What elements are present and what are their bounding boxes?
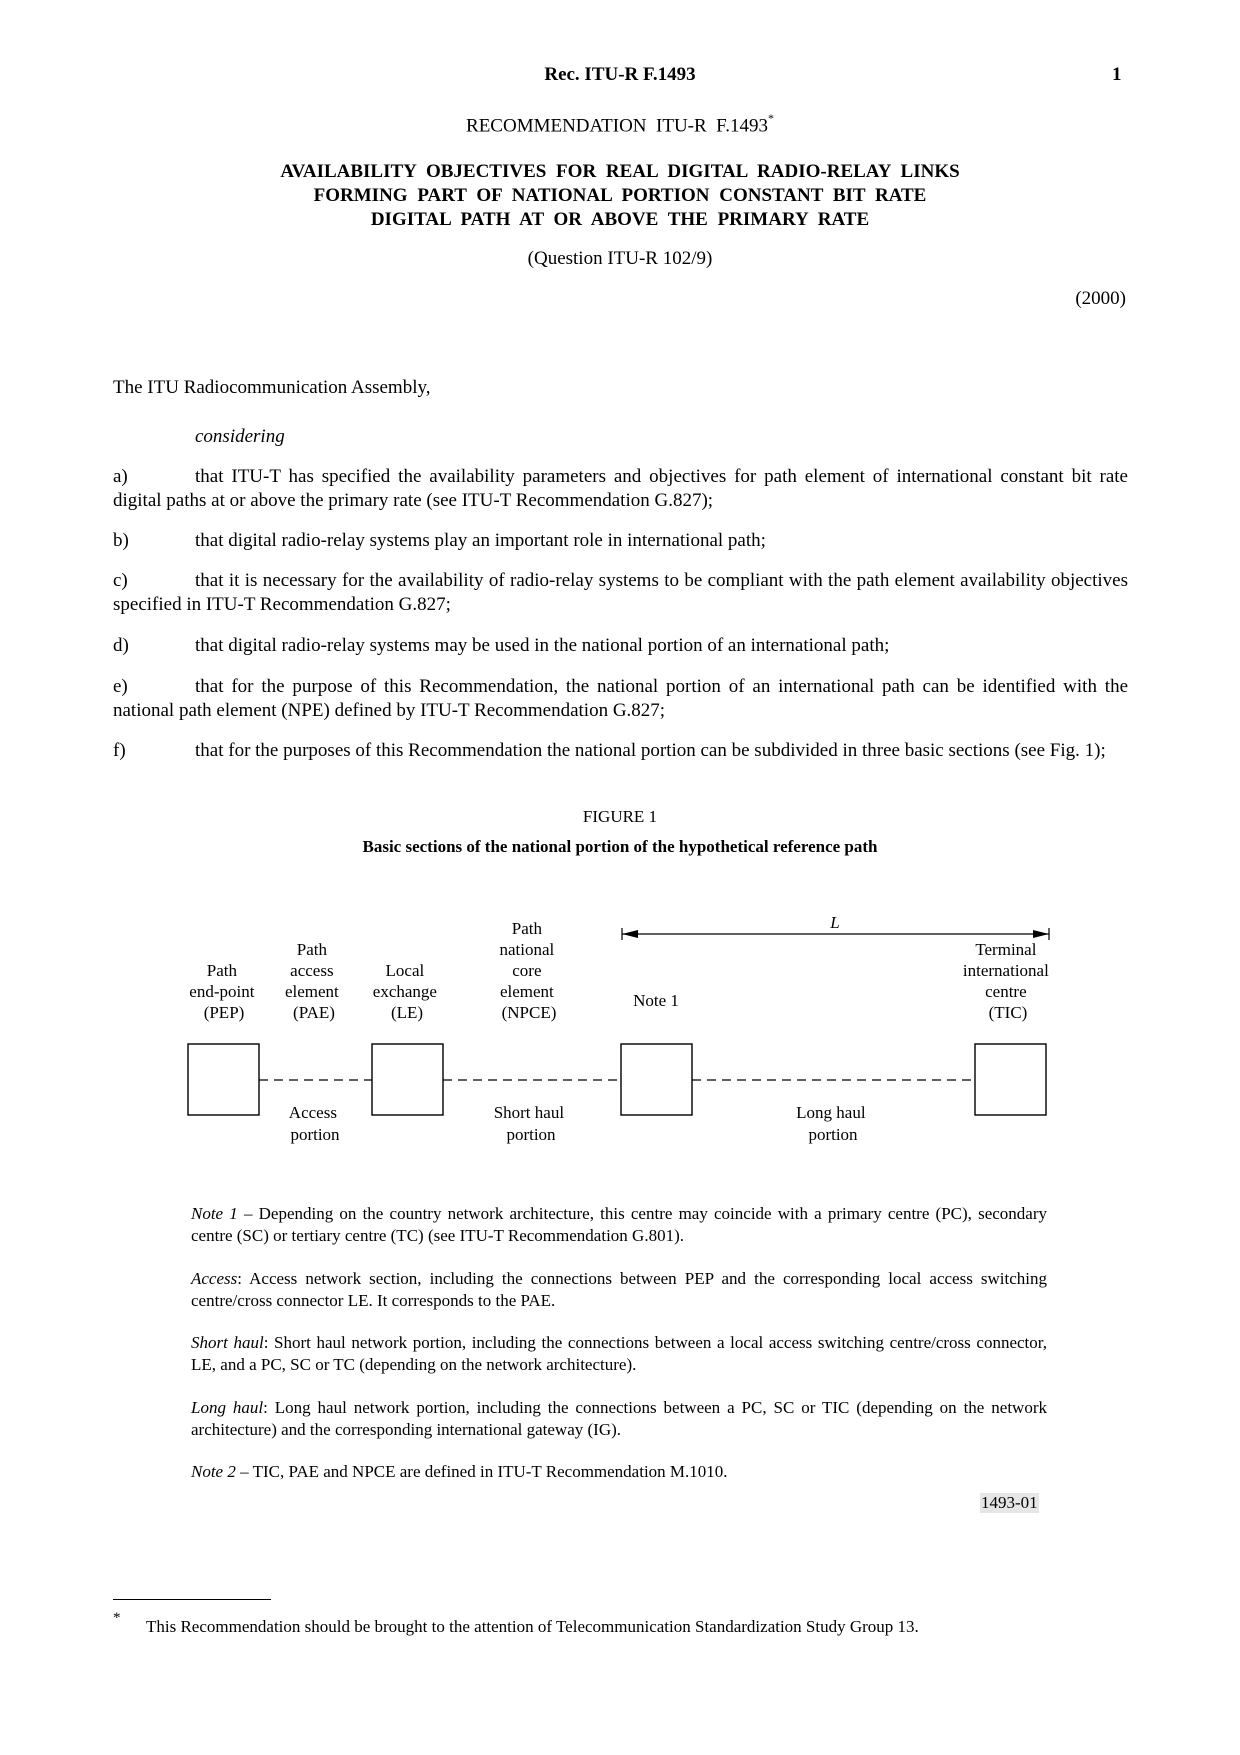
note-lead: Note 1 xyxy=(191,1204,238,1223)
portion-label-access: Access portion xyxy=(288,1103,340,1144)
figure-note-short-haul xyxy=(191,1332,1047,1376)
note-separator: – xyxy=(237,1204,259,1223)
note-text: Access network section, including the connections between PEP and the corresponding local access switching centre/cross connector LE. It corresponds to the PAE. xyxy=(191,1269,1047,1310)
note-separator: : xyxy=(263,1398,275,1417)
figure-note-long-haul xyxy=(191,1397,1047,1441)
running-header-title: Rec. ITU-R F.1493 xyxy=(544,64,696,85)
note-lead: Note 2 xyxy=(191,1462,236,1481)
note-lead: Short haul xyxy=(191,1333,264,1352)
paragraph-b xyxy=(113,529,1128,553)
footnote-mark: * xyxy=(113,1610,121,1626)
arrowhead-left-icon xyxy=(622,930,638,938)
title-line: DIGITAL PATH AT OR ABOVE THE PRIMARY RATE xyxy=(370,209,870,230)
paragraph-text: that for the purpose of this Recommendation, the national portion of an international path can be identified with the national path element (NPE) defined by ITU-T Recommendation G.827; xyxy=(113,676,1128,721)
paragraph-text: that it is necessary for the availability of radio-relay systems to be compliant with the path element availability objectives specified in ITU-T Recommendation G.827; xyxy=(113,570,1128,615)
paragraph-text: that digital radio-relay systems may be used in the national portion of an international path; xyxy=(195,635,890,656)
paragraph-label: e) xyxy=(113,676,128,697)
paragraph-f xyxy=(113,739,1128,763)
figure-note-access xyxy=(191,1268,1047,1312)
note-separator: : xyxy=(263,1333,275,1352)
year: (2000) xyxy=(1075,288,1126,309)
note-text: Depending on the country network architecture, this centre may coincide with a primary centre (PC), secondary centre (SC) or tertiary centre (TC) (see ITU-T Recommendation G.801). xyxy=(191,1204,1048,1245)
note-separator: : xyxy=(237,1269,250,1288)
node-label-tic: Terminal international centre (TIC) xyxy=(962,940,1049,1022)
recommendation-label-text: RECOMMENDATION ITU-R F.1493 xyxy=(466,115,768,137)
paragraph-e xyxy=(113,675,1128,723)
portion-label-long-haul: Long haul portion xyxy=(796,1103,866,1144)
figure-note-2 xyxy=(191,1461,1047,1483)
node-label-npce: Path national core element (NPCE) xyxy=(499,919,557,1022)
assembly-line: The ITU Radiocommunication Assembly, xyxy=(113,377,431,398)
document-title xyxy=(0,160,1240,232)
footnote-text: This Recommendation should be brought to the attention of Telecommunication Standardization Study Group 13. xyxy=(146,1617,919,1636)
paragraph-label: b) xyxy=(113,530,129,551)
title-line: AVAILABILITY OBJECTIVES FOR REAL DIGITAL RADIO-RELAY LINKS xyxy=(280,161,960,182)
footnote-reference: * xyxy=(767,111,774,125)
paragraph-label: c) xyxy=(113,570,128,591)
paragraph-label: f) xyxy=(113,740,126,761)
figure-note-1 xyxy=(191,1203,1047,1247)
paragraph-text: that ITU-T has specified the availability parameters and objectives for path element of international constant bit rate digital paths at or above the primary rate (see ITU-T Recommendation G.827); xyxy=(113,466,1128,511)
node-label-pep: Path end-point (PEP) xyxy=(189,961,255,1022)
note-separator: – xyxy=(235,1462,253,1481)
node-box-note1 xyxy=(621,1044,692,1115)
figure-id: 1493-01 xyxy=(981,1493,1038,1512)
reference-path-diagram xyxy=(0,900,1240,1160)
note-text: TIC, PAE and NPCE are defined in ITU-T Recommendation M.1010. xyxy=(252,1462,728,1481)
paragraph-text: that digital radio-relay systems play an important role in international path; xyxy=(195,530,766,551)
node-box-pep xyxy=(188,1044,259,1115)
paragraph-label: d) xyxy=(113,635,129,656)
footnote-divider xyxy=(113,1599,271,1600)
paragraph-a xyxy=(113,465,1128,513)
title-line: FORMING PART OF NATIONAL PORTION CONSTANT BIT RATE xyxy=(313,185,927,206)
note-lead: Access xyxy=(191,1269,238,1288)
length-label: L xyxy=(830,913,840,932)
figure-number: FIGURE 1 xyxy=(582,807,658,826)
question-reference: (Question ITU-R 102/9) xyxy=(527,248,713,269)
node-label-pae: Path access element (PAE) xyxy=(284,940,339,1022)
page-number: 1 xyxy=(1112,64,1122,85)
considering-heading: considering xyxy=(195,426,285,447)
note-text: Long haul network portion, including the connections between a PC, SC or TIC (depending on the network architecture) and the corresponding international gateway (IG). xyxy=(191,1398,1047,1439)
recommendation-label xyxy=(0,113,1240,137)
paragraph-label: a) xyxy=(113,466,128,487)
node-label-note1: Note 1 xyxy=(633,991,679,1010)
paragraph-d xyxy=(113,634,1128,658)
figure-caption: Basic sections of the national portion of the hypothetical reference path xyxy=(362,837,878,856)
node-box-tic xyxy=(975,1044,1046,1115)
paragraph-c xyxy=(113,569,1128,617)
node-box-le xyxy=(372,1044,443,1115)
portion-label-short-haul: Short haul portion xyxy=(493,1103,565,1144)
node-label-le: Local exchange (LE) xyxy=(372,961,437,1022)
note-text: Short haul network portion, including the connections between a local access switching centre/cross connector, LE, and a PC, SC or TC (depending on the network architecture). xyxy=(191,1333,1047,1374)
paragraph-text: that for the purposes of this Recommendation the national portion can be subdivided in three basic sections (see Fig. 1); xyxy=(195,740,1106,761)
arrowhead-right-icon xyxy=(1033,930,1049,938)
note-lead: Long haul xyxy=(191,1398,264,1417)
